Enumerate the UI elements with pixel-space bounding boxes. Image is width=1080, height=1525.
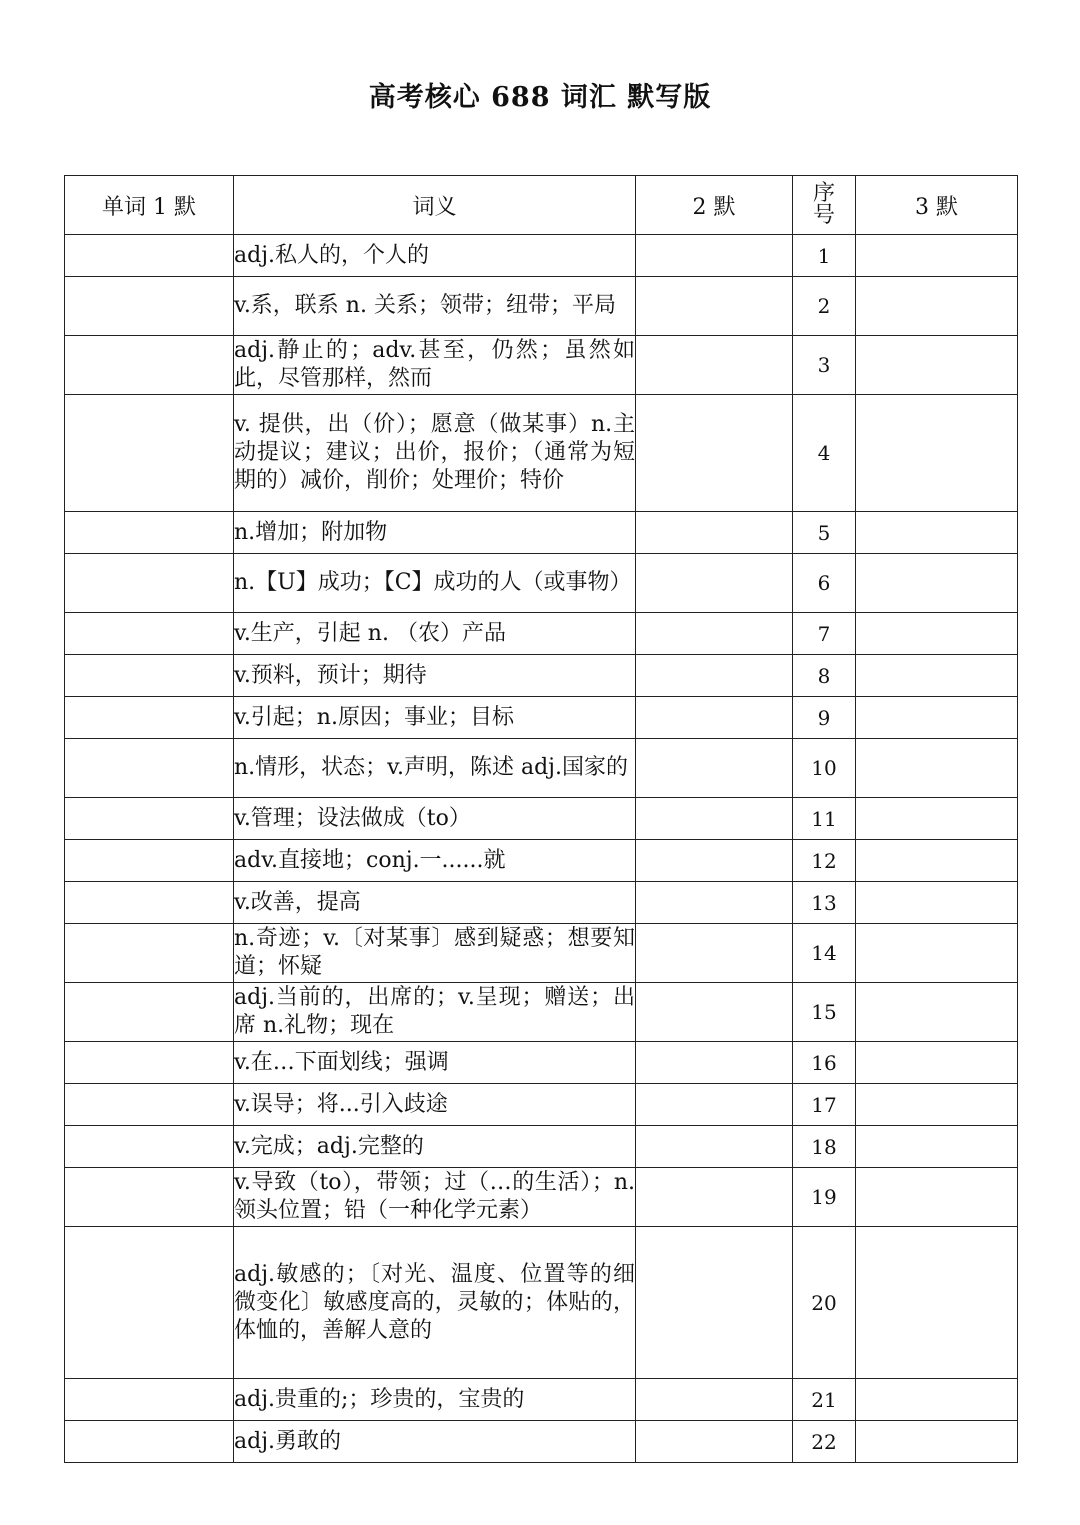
row-number: 13 [793, 882, 856, 924]
table-row [65, 1168, 1018, 1227]
word-input-1[interactable] [65, 697, 234, 739]
row-number: 14 [793, 924, 856, 983]
word-input-3[interactable] [856, 739, 1018, 798]
header-word-3rd: 3 默 [856, 176, 1018, 235]
meaning-cell: adj.私人的，个人的 [234, 235, 636, 277]
row-number: 16 [793, 1042, 856, 1084]
word-input-3[interactable] [856, 798, 1018, 840]
row-number: 17 [793, 1084, 856, 1126]
table-row [65, 235, 1018, 277]
page-title: 高考核心 688 词汇 默写版 [368, 82, 712, 113]
word-input-2[interactable] [636, 655, 793, 697]
row-number: 10 [793, 739, 856, 798]
table-row [65, 395, 1018, 512]
table-row [65, 840, 1018, 882]
meaning-cell: v.误导；将...引入歧途 [234, 1084, 636, 1126]
word-input-1[interactable] [65, 882, 234, 924]
meaning-cell: v.管理；设法做成（to） [234, 798, 636, 840]
word-input-3[interactable] [856, 277, 1018, 336]
row-number: 20 [793, 1227, 856, 1379]
meaning-cell: adj.静止的；adv.甚至，仍然；虽然如此，尽管那样，然而 [234, 336, 636, 395]
row-number: 6 [793, 554, 856, 613]
table-row [65, 1042, 1018, 1084]
word-input-3[interactable] [856, 1084, 1018, 1126]
word-input-1[interactable] [65, 840, 234, 882]
meaning-cell: v.生产，引起 n. （农）产品 [234, 613, 636, 655]
meaning-cell: n.【U】成功；【C】成功的人（或事物） [234, 554, 636, 613]
row-number: 11 [793, 798, 856, 840]
header-row [65, 176, 1018, 235]
word-input-1[interactable] [65, 1084, 234, 1126]
table-row [65, 798, 1018, 840]
word-input-2[interactable] [636, 336, 793, 395]
row-number: 3 [793, 336, 856, 395]
row-number: 21 [793, 1379, 856, 1421]
meaning-cell: adj.勇敢的 [234, 1421, 636, 1463]
header-word-1st: 单词 1 默 [65, 176, 234, 235]
row-number: 8 [793, 655, 856, 697]
meaning-cell: n.情形，状态；v.声明，陈述 adj.国家的 [234, 739, 636, 798]
word-input-2[interactable] [636, 1168, 793, 1227]
word-input-1[interactable] [65, 1379, 234, 1421]
word-input-2[interactable] [636, 235, 793, 277]
word-input-3[interactable] [856, 983, 1018, 1042]
table-row [65, 613, 1018, 655]
table-row [65, 739, 1018, 798]
table-row [65, 1379, 1018, 1421]
word-input-2[interactable] [636, 1042, 793, 1084]
word-input-1[interactable] [65, 655, 234, 697]
word-input-3[interactable] [856, 336, 1018, 395]
word-input-1[interactable] [65, 613, 234, 655]
word-input-3[interactable] [856, 235, 1018, 277]
word-input-2[interactable] [636, 739, 793, 798]
word-input-3[interactable] [856, 395, 1018, 512]
row-number: 19 [793, 1168, 856, 1227]
word-input-3[interactable] [856, 924, 1018, 983]
word-input-1[interactable] [65, 336, 234, 395]
vocab-table [64, 175, 1018, 1463]
header-number-label: 序号 [813, 181, 836, 228]
word-input-1[interactable] [65, 512, 234, 554]
table-row [65, 983, 1018, 1042]
word-input-3[interactable] [856, 613, 1018, 655]
word-input-1[interactable] [65, 277, 234, 336]
header-word-2nd: 2 默 [636, 176, 793, 235]
word-input-1[interactable] [65, 798, 234, 840]
row-number: 4 [793, 395, 856, 512]
word-input-1[interactable] [65, 1126, 234, 1168]
word-input-1[interactable] [65, 395, 234, 512]
word-input-1[interactable] [65, 554, 234, 613]
table-row [65, 924, 1018, 983]
word-input-1[interactable] [65, 739, 234, 798]
word-input-2[interactable] [636, 924, 793, 983]
word-input-3[interactable] [856, 840, 1018, 882]
table-row [65, 882, 1018, 924]
meaning-cell: n.增加；附加物 [234, 512, 636, 554]
word-input-2[interactable] [636, 395, 793, 512]
word-input-2[interactable] [636, 1126, 793, 1168]
table-row [65, 336, 1018, 395]
meaning-cell: v.改善，提高 [234, 882, 636, 924]
word-input-2[interactable] [636, 277, 793, 336]
table-row [65, 554, 1018, 613]
table-row [65, 697, 1018, 739]
word-input-1[interactable] [65, 1042, 234, 1084]
word-input-1[interactable] [65, 1421, 234, 1463]
word-input-3[interactable] [856, 512, 1018, 554]
meaning-cell: adj.敏感的；〔对光、温度、位置等的细微变化〕敏感度高的，灵敏的；体贴的，体恤的，善解人意的 [234, 1227, 636, 1379]
meaning-cell: v.导致（to），带领；过（…的生活）；n.领头位置；铅（一种化学元素） [234, 1168, 636, 1227]
meaning-cell: v.引起；n.原因；事业；目标 [234, 697, 636, 739]
row-number: 9 [793, 697, 856, 739]
meaning-cell: adj.贵重的;；珍贵的，宝贵的 [234, 1379, 636, 1421]
table-row [65, 655, 1018, 697]
table-row [65, 1126, 1018, 1168]
word-input-3[interactable] [856, 554, 1018, 613]
row-number: 12 [793, 840, 856, 882]
row-number: 7 [793, 613, 856, 655]
meaning-cell: adj.当前的，出席的；v.呈现；赠送；出席 n.礼物；现在 [234, 983, 636, 1042]
meaning-cell: v.完成；adj.完整的 [234, 1126, 636, 1168]
word-input-2[interactable] [636, 798, 793, 840]
header-meaning: 词义 [234, 176, 636, 235]
word-input-2[interactable] [636, 613, 793, 655]
word-input-1[interactable] [65, 235, 234, 277]
word-input-3[interactable] [856, 1227, 1018, 1379]
meaning-cell: v.预料，预计；期待 [234, 655, 636, 697]
header-number [793, 176, 856, 235]
word-input-3[interactable] [856, 1421, 1018, 1463]
table-row [65, 1421, 1018, 1463]
word-input-2[interactable] [636, 1084, 793, 1126]
row-number: 1 [793, 235, 856, 277]
word-input-3[interactable] [856, 655, 1018, 697]
word-input-2[interactable] [636, 1379, 793, 1421]
row-number: 15 [793, 983, 856, 1042]
word-input-2[interactable] [636, 1227, 793, 1379]
word-input-1[interactable] [65, 983, 234, 1042]
row-number: 18 [793, 1126, 856, 1168]
table-row [65, 512, 1018, 554]
word-input-3[interactable] [856, 1126, 1018, 1168]
word-input-3[interactable] [856, 1168, 1018, 1227]
meaning-cell: n.奇迹；v.〔对某事〕感到疑惑；想要知道；怀疑 [234, 924, 636, 983]
meaning-cell: v. 提供，出（价）；愿意（做某事）n.主动提议；建议；出价，报价；（通常为短期的）减价，削价；处理价；特价 [234, 395, 636, 512]
row-number: 2 [793, 277, 856, 336]
word-input-2[interactable] [636, 840, 793, 882]
word-input-2[interactable] [636, 512, 793, 554]
table-row [65, 277, 1018, 336]
meaning-cell: adv.直接地；conj.一......就 [234, 840, 636, 882]
word-input-1[interactable] [65, 1168, 234, 1227]
word-input-2[interactable] [636, 554, 793, 613]
meaning-cell: v.系，联系 n. 关系；领带；纽带；平局 [234, 277, 636, 336]
table-row [65, 1084, 1018, 1126]
word-input-1[interactable] [65, 924, 234, 983]
table-row [65, 1227, 1018, 1379]
word-input-3[interactable] [856, 1379, 1018, 1421]
word-input-1[interactable] [65, 1227, 234, 1379]
row-number: 5 [793, 512, 856, 554]
word-input-3[interactable] [856, 882, 1018, 924]
row-number: 22 [793, 1421, 856, 1463]
word-input-3[interactable] [856, 697, 1018, 739]
word-input-3[interactable] [856, 1042, 1018, 1084]
word-input-2[interactable] [636, 697, 793, 739]
meaning-cell: v.在…下面划线；强调 [234, 1042, 636, 1084]
word-input-2[interactable] [636, 983, 793, 1042]
word-input-2[interactable] [636, 882, 793, 924]
word-input-2[interactable] [636, 1421, 793, 1463]
